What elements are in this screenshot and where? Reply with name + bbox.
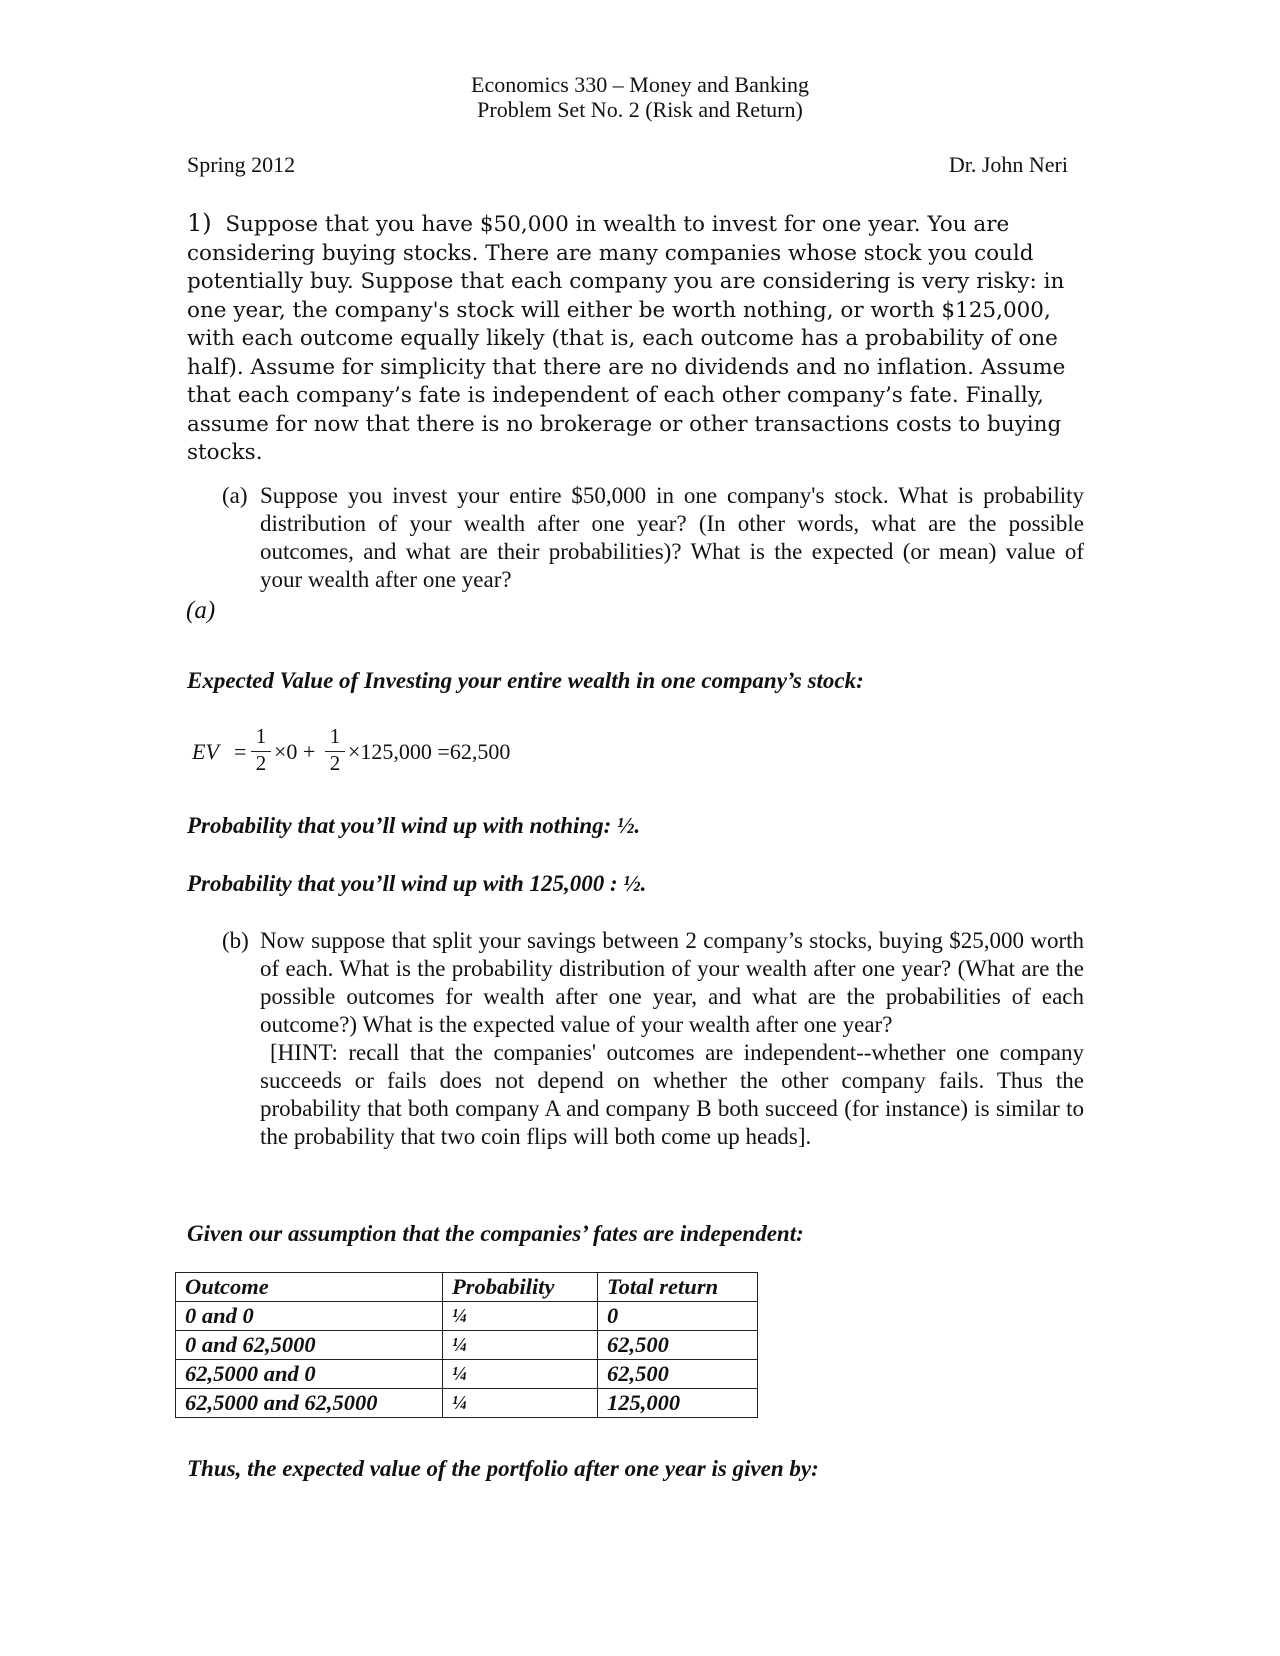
equation-equals: = (234, 739, 247, 764)
fraction-denominator: 2 (329, 751, 341, 775)
part-a-text: Suppose you invest your entire $50,000 in one company's stock. What is probability distribution of your wealth after one year? (In other words, what are the possible outcomes, and what are their probabilities)? What is the expected (or mean) value of your wealth after one year? (260, 483, 1084, 592)
part-b-prompt (222, 927, 1084, 1151)
header-total-return: Total return (598, 1273, 758, 1302)
expected-value-equation (192, 722, 592, 782)
course-title: Economics 330 – Money and Banking (471, 72, 809, 97)
question-number: 1) (187, 209, 212, 237)
table-row (176, 1389, 758, 1418)
equation-term-1: ×0 + (274, 739, 316, 764)
table-row (176, 1360, 758, 1389)
conclusion-text: Thus, the expected value of the portfolio after one year is given by: (187, 1456, 819, 1481)
part-b-hint: [HINT: recall that the companies' outcomes are independent--whether one company succeeds or fails does not depend on whether the other company fails. Thus the probability that both company A and company B both succeed (for instance) is similar to the probability that two coin flips will both come up heads]. (260, 1040, 1084, 1149)
equation-term-2: ×125,000 =62,500 (348, 739, 511, 764)
total-return-cell: 0 (598, 1302, 758, 1331)
total-return-cell: 62,500 (598, 1360, 758, 1389)
header-outcome: Outcome (176, 1273, 443, 1302)
part-a-label: (a) (222, 483, 248, 508)
part-a-prompt (222, 482, 1084, 594)
outcome-cell: 62,5000 and 62,5000 (176, 1389, 443, 1418)
fraction-numerator: 1 (255, 724, 267, 748)
outcome-cell: 0 and 62,5000 (176, 1331, 443, 1360)
probability-125000: Probability that you’ll wind up with 125,000 : ½. (187, 871, 647, 896)
fraction-denominator: 2 (255, 751, 267, 775)
fraction-numerator: 1 (329, 724, 341, 748)
part-b-text: Now suppose that split your savings between 2 company’s stocks, buying $25,000 worth of each. What is the probability distribution of your wealth after one year? (What are the possible outcomes for wealth after one year, and what are the probabilities of each outcome?) What is the expected value of your wealth after one year? (260, 928, 1084, 1037)
total-return-cell: 125,000 (598, 1389, 758, 1418)
question-1-text: Suppose that you have $50,000 in wealth to invest for one year. You are considering buying stocks. There are many companies whose stock you could potentially buy. Suppose that each company you are considering is very risky: in one year, the company's stock will either be worth nothing, or worth $125,000, with each outcome equally likely (that is, each outcome has a probability of one half). Assume for simplicity that there are no dividends and no inflation. Assume that each company’s fate is independent of each other company’s fate. Finally, assume for now that there is no brokerage or other transactions costs to buying stocks. (187, 212, 1066, 465)
probability-nothing: Probability that you’ll wind up with nothing: ½. (187, 813, 641, 838)
probability-cell: ¼ (443, 1389, 598, 1418)
header-probability: Probability (443, 1273, 598, 1302)
equation-lhs: EV (192, 739, 219, 764)
outcome-cell: 62,5000 and 0 (176, 1360, 443, 1389)
expected-value-heading: Expected Value of Investing your entire wealth in one company’s stock: (187, 668, 864, 693)
probability-cell: ¼ (443, 1360, 598, 1389)
answer-a-label: (a) (186, 597, 216, 624)
table-header-row (176, 1273, 758, 1302)
problem-set-title: Problem Set No. 2 (Risk and Return) (477, 97, 803, 122)
probability-cell: ¼ (443, 1302, 598, 1331)
instructor: Dr. John Neri (948, 152, 1068, 177)
term: Spring 2012 (187, 152, 296, 177)
question-1 (187, 209, 1077, 468)
part-b-label: (b) (222, 928, 249, 953)
table-row (176, 1331, 758, 1360)
outcome-table (175, 1272, 758, 1418)
outcome-cell: 0 and 0 (176, 1302, 443, 1331)
total-return-cell: 62,500 (598, 1331, 758, 1360)
independence-heading: Given our assumption that the companies’ fates are independent: (187, 1221, 804, 1246)
probability-cell: ¼ (443, 1331, 598, 1360)
table-row (176, 1302, 758, 1331)
